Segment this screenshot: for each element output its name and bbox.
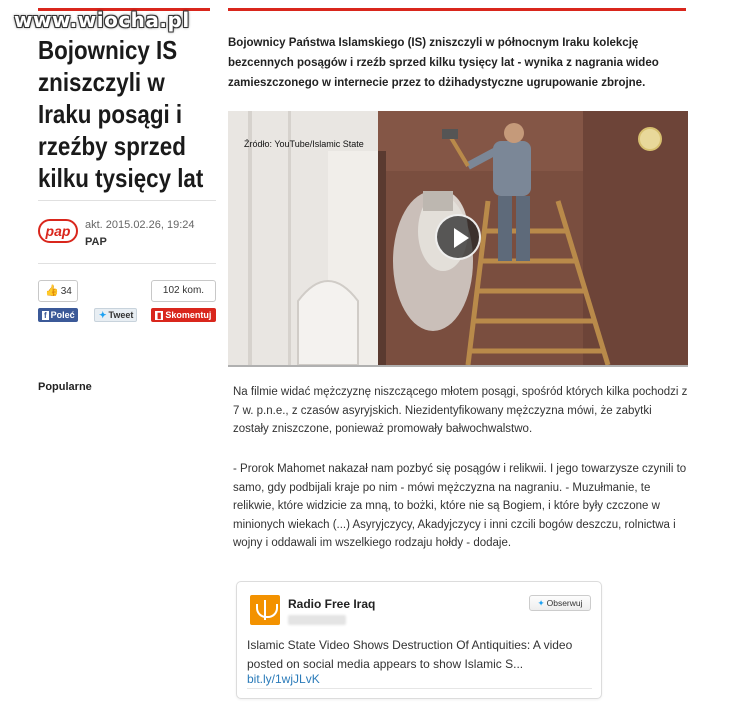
article-date: akt. 2015.02.26, 19:24 xyxy=(85,219,195,231)
pap-logo[interactable]: pap xyxy=(38,219,78,243)
embedded-tweet[interactable] xyxy=(236,581,602,699)
facebook-recommend-button[interactable] xyxy=(38,308,78,322)
video-player[interactable] xyxy=(228,111,688,365)
comment-button-label: Skomentuj xyxy=(165,310,212,320)
rfe-avatar[interactable] xyxy=(250,595,280,625)
facebook-button-label: Poleć xyxy=(50,310,75,320)
popular-section-label: Popularne xyxy=(38,381,92,393)
article-paragraph-1: Na filmie widać mężczyznę niszczącego młotem posągi, spośród których kilka pochodzi z 7 w. p.n.e., z czasów asyryjskich. Niezidentyfikowany mężczyzna mówi, że zabytki zostały zniszczone, ponieważ promowały bałwochwalstwo. xyxy=(233,386,688,435)
video-progress-underline xyxy=(228,365,688,367)
play-icon[interactable] xyxy=(435,214,481,260)
article-lead: Bojownicy Państwa Islamskiego (IS) zniszczyli w północnym Iraku kolekcję bezcennych posągów i rzeźb sprzed kilku tysięcy lat - wynika z nagrania wideo zamieszczonego w internecie przez to dżihadystyczne ugrupowanie zbrojne. xyxy=(228,37,659,89)
twitter-bird-icon: ✦ xyxy=(537,598,545,608)
top-rule-right xyxy=(228,8,686,11)
tweet-account-handle-blurred xyxy=(288,615,346,625)
article-source: PAP xyxy=(85,236,107,248)
comment-icon: ▮ xyxy=(157,311,162,320)
like-count-box xyxy=(38,280,78,302)
video-source-caption: Źródło: YouTube/Islamic State xyxy=(244,139,364,149)
meta-divider xyxy=(38,200,216,201)
follow-button[interactable] xyxy=(529,595,591,611)
like-count: 34 xyxy=(60,286,72,297)
tweet-divider xyxy=(247,688,592,689)
article-paragraph-2: - Prorok Mahomet nakazał nam pozbyć się posągów i relikwii. I jego towarzysze czynili to samo, gdy podbijali kraje po nim - mówi mężczyzna na nagraniu. - Muzułmanie, te relikwie, które widzicie za mną, to bożki, które nie są Bogiem, i które były czczone w minionych wiekach (...) Asyryjczycy, Akadyjczycy i inni czcili bogów deszczu, rolnictwa i wojny i oddawali im wszelkiego rodzaju hołdy - dodaje. xyxy=(233,463,687,549)
twitter-bird-icon: ✦ xyxy=(99,310,107,320)
comment-button[interactable] xyxy=(151,308,216,322)
channel-logo xyxy=(638,127,662,151)
tweet-link[interactable]: bit.ly/1wjJLvK xyxy=(247,672,320,686)
comments-count-box[interactable]: 102 kom. xyxy=(151,280,216,302)
tweet-button[interactable] xyxy=(94,308,137,322)
tweet-text: Islamic State Video Shows Destruction Of Antiquities: A video posted on social media appears to show Islamic S... xyxy=(247,638,573,671)
site-watermark: www.wiocha.pl xyxy=(14,8,190,32)
article-headline: Bojownicy IS zniszczyli w Iraku posągi i rzeźby sprzed kilku tysięcy lat xyxy=(38,35,204,193)
tweet-account-name[interactable]: Radio Free Iraq xyxy=(288,597,376,611)
facebook-icon: f xyxy=(44,311,47,320)
tweet-button-label: Tweet xyxy=(108,310,134,320)
thumbs-up-icon: 👍 xyxy=(45,285,59,297)
follow-button-label: Obserwuj xyxy=(546,598,583,608)
meta-divider-bottom xyxy=(38,263,216,264)
